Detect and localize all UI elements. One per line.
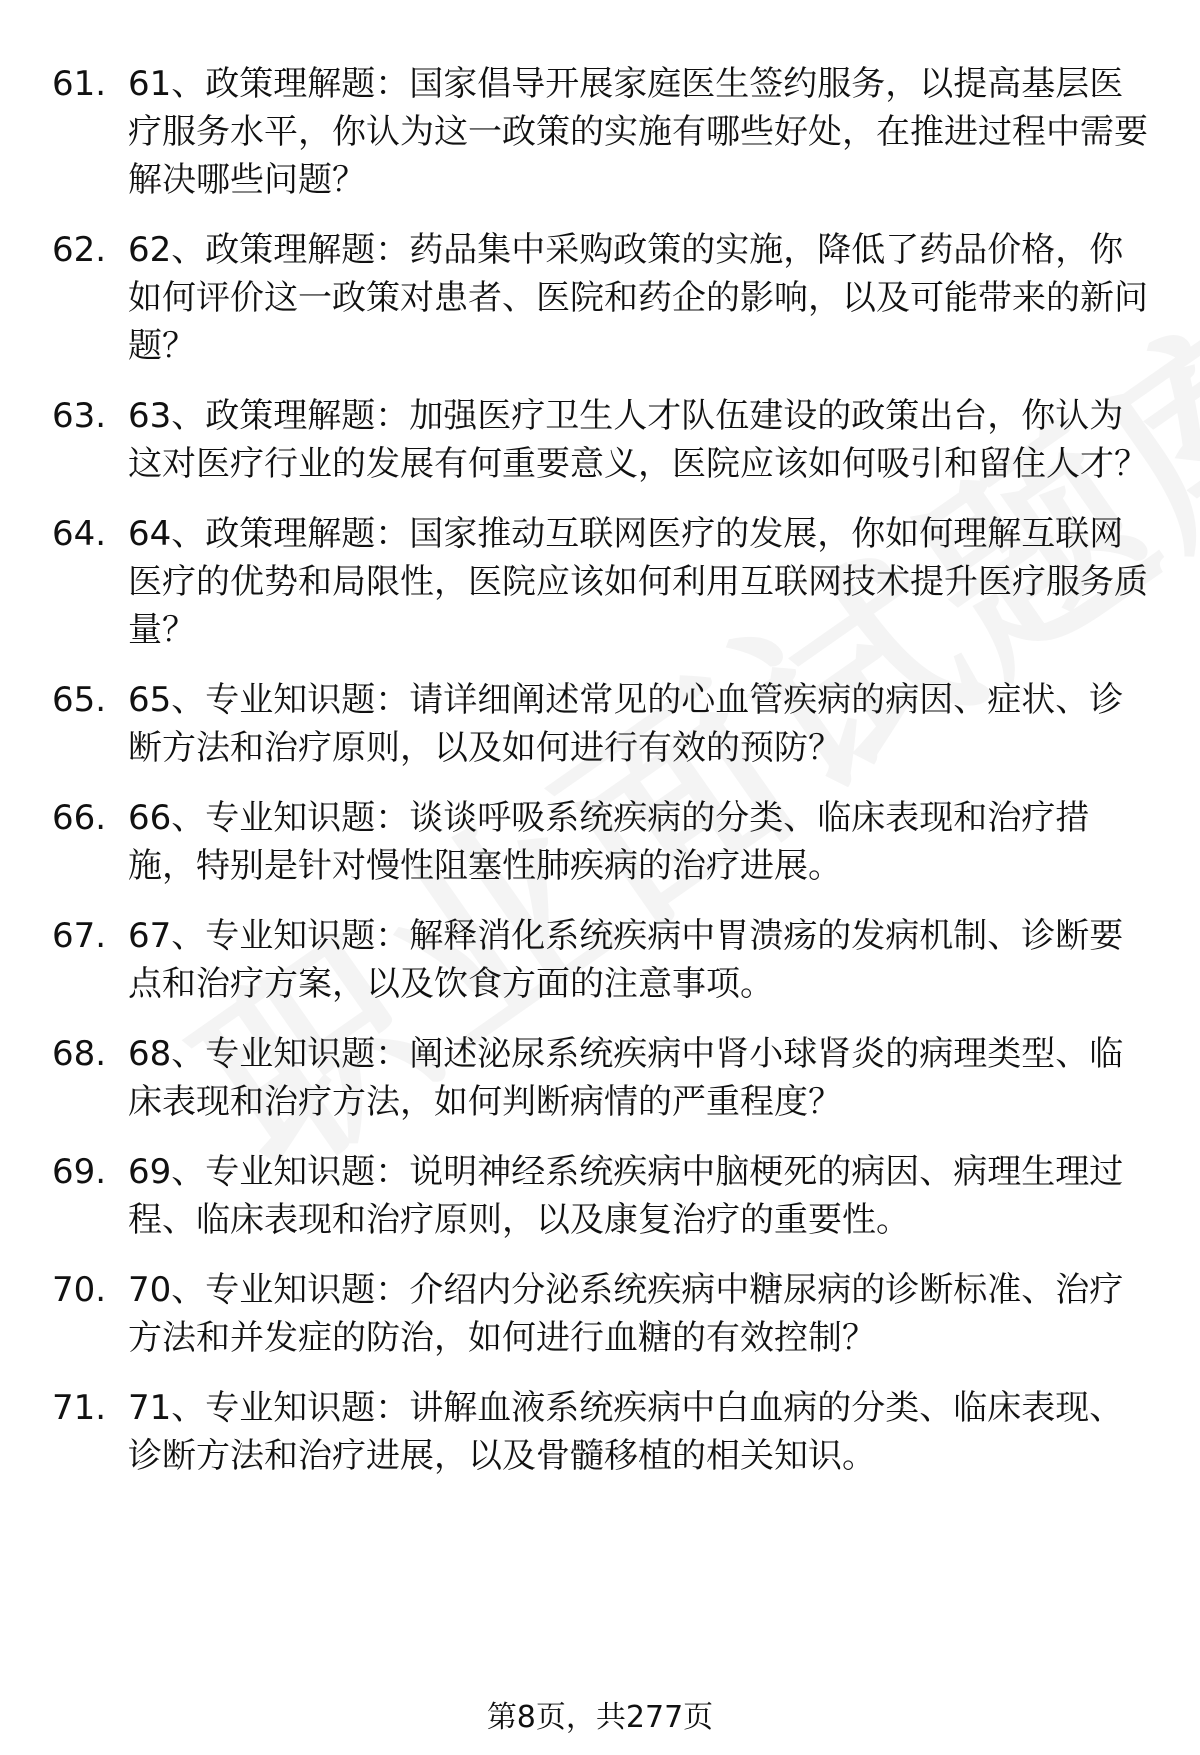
item-number: 67. xyxy=(52,916,107,956)
item-text: 63、政策理解题：加强医疗卫生人才队伍建设的政策出台，你认为这对医疗行业的发展有何重要意义，医院应该如何吸引和留住人才？ xyxy=(128,396,1148,484)
list-item xyxy=(52,60,1152,204)
item-number: 68. xyxy=(52,1034,107,1074)
page-footer: 第8页，共277页 xyxy=(486,1700,714,1735)
list-item xyxy=(52,676,1152,772)
item-text: 67、专业知识题：解释消化系统疾病中胃溃疡的发病机制、诊断要点和治疗方案，以及饮食方面的注意事项。 xyxy=(128,916,1124,1004)
question-list xyxy=(52,60,1152,1480)
item-number: 69. xyxy=(52,1152,107,1192)
item-text: 64、政策理解题：国家推动互联网医疗的发展，你如何理解互联网医疗的优势和局限性，医院应该如何利用互联网技术提升医疗服务质量？ xyxy=(128,514,1148,650)
item-text: 62、政策理解题：药品集中采购政策的实施，降低了药品价格，你如何评价这一政策对患者、医院和药企的影响，以及可能带来的新问题？ xyxy=(128,230,1148,366)
list-item xyxy=(52,1148,1152,1244)
list-item xyxy=(52,226,1152,370)
list-item xyxy=(52,1384,1152,1480)
item-text: 68、专业知识题：阐述泌尿系统疾病中肾小球肾炎的病理类型、临床表现和治疗方法，如何判断病情的严重程度？ xyxy=(128,1034,1124,1122)
item-number: 61. xyxy=(52,64,107,104)
item-text: 71、专业知识题：讲解血液系统疾病中白血病的分类、临床表现、诊断方法和治疗进展，以及骨髓移植的相关知识。 xyxy=(128,1388,1124,1476)
item-number: 66. xyxy=(52,798,107,838)
list-item xyxy=(52,1266,1152,1362)
list-item xyxy=(52,510,1152,654)
item-text: 66、专业知识题：谈谈呼吸系统疾病的分类、临床表现和治疗措施，特别是针对慢性阻塞性肺疾病的治疗进展。 xyxy=(128,798,1090,886)
list-item xyxy=(52,392,1152,488)
list-item xyxy=(52,912,1152,1008)
list-item xyxy=(52,794,1152,890)
item-number: 63. xyxy=(52,396,107,436)
item-number: 62. xyxy=(52,230,107,270)
item-text: 69、专业知识题：说明神经系统疾病中脑梗死的病因、病理生理过程、临床表现和治疗原则，以及康复治疗的重要性。 xyxy=(128,1152,1124,1240)
item-number: 70. xyxy=(52,1270,107,1310)
item-text: 65、专业知识题：请详细阐述常见的心血管疾病的病因、症状、诊断方法和治疗原则，以及如何进行有效的预防？ xyxy=(128,680,1124,768)
item-number: 64. xyxy=(52,514,107,554)
item-number: 65. xyxy=(52,680,107,720)
item-number: 71. xyxy=(52,1388,107,1428)
list-item xyxy=(52,1030,1152,1126)
item-text: 70、专业知识题：介绍内分泌系统疾病中糖尿病的诊断标准、治疗方法和并发症的防治，如何进行血糖的有效控制？ xyxy=(128,1270,1124,1358)
item-text: 61、政策理解题：国家倡导开展家庭医生签约服务，以提高基层医疗服务水平，你认为这一政策的实施有哪些好处，在推进过程中需要解决哪些问题？ xyxy=(128,64,1148,200)
